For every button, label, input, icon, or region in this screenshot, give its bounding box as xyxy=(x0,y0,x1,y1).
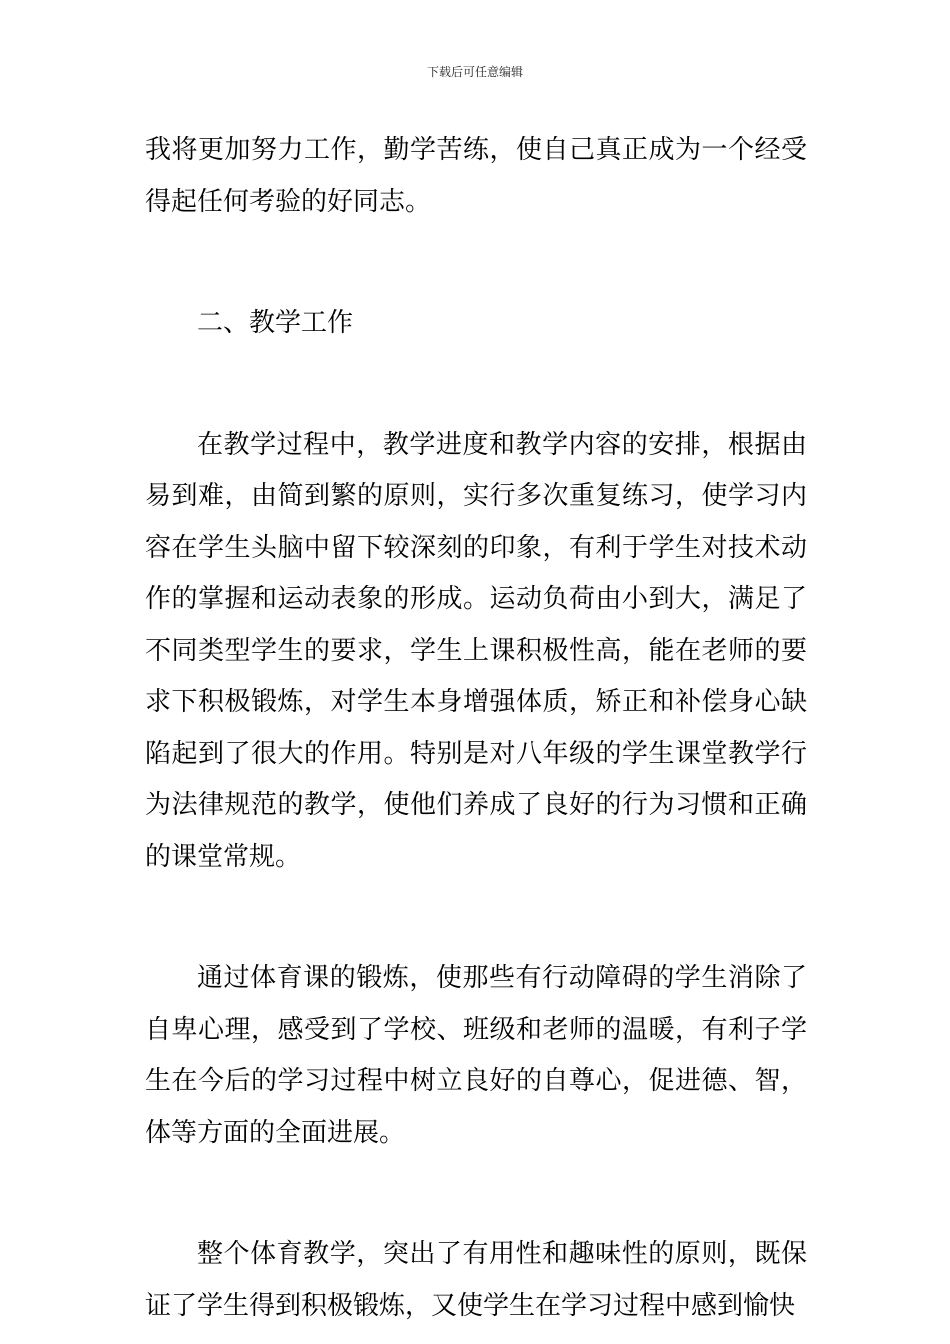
document-body xyxy=(145,125,807,1332)
paragraph-pe-class-benefits: 通过体育课的锻炼，使那些有行动障碍的学生消除了自卑心理，感受到了学校、班级和老师的温暖，有利子学生在今后的学习过程中树立良好的自尊心，促进德、智，体等方面的全面进展。 xyxy=(145,963,807,1148)
paragraph-continuation: 我将更加努力工作，勤学苦练，使自己真正成为一个经受得起任何考验的好同志。 xyxy=(145,135,807,217)
section-heading: 二、教学工作 xyxy=(197,308,354,338)
paragraph-teaching-process: 在教学过程中，教学进度和教学内容的安排，根据由易到难，由简到繁的原则，实行多次重复练习，使学习内容在学生头脑中留下较深刻的印象，有利于学生对技术动作的掌握和运动表象的形成。运动负荷由小到大，满足了不同类型学生的要求，学生上课积极性高，能在老师的要求下积极锻炼，对学生本身增强体质，矫正和补偿身心缺陷起到了很大的作用。特别是对八年级的学生课堂教学行为法律规范的教学，使他们养成了良好的行为习惯和正确的课堂常规。 xyxy=(145,429,807,872)
paragraph-overall-teaching: 整个体育教学，突出了有用性和趣味性的原则，既保证了学生得到积极锻炼，又使学生在学习过程中感到愉快 xyxy=(145,1239,807,1321)
page-header: 下载后可任意编辑 xyxy=(426,65,523,79)
